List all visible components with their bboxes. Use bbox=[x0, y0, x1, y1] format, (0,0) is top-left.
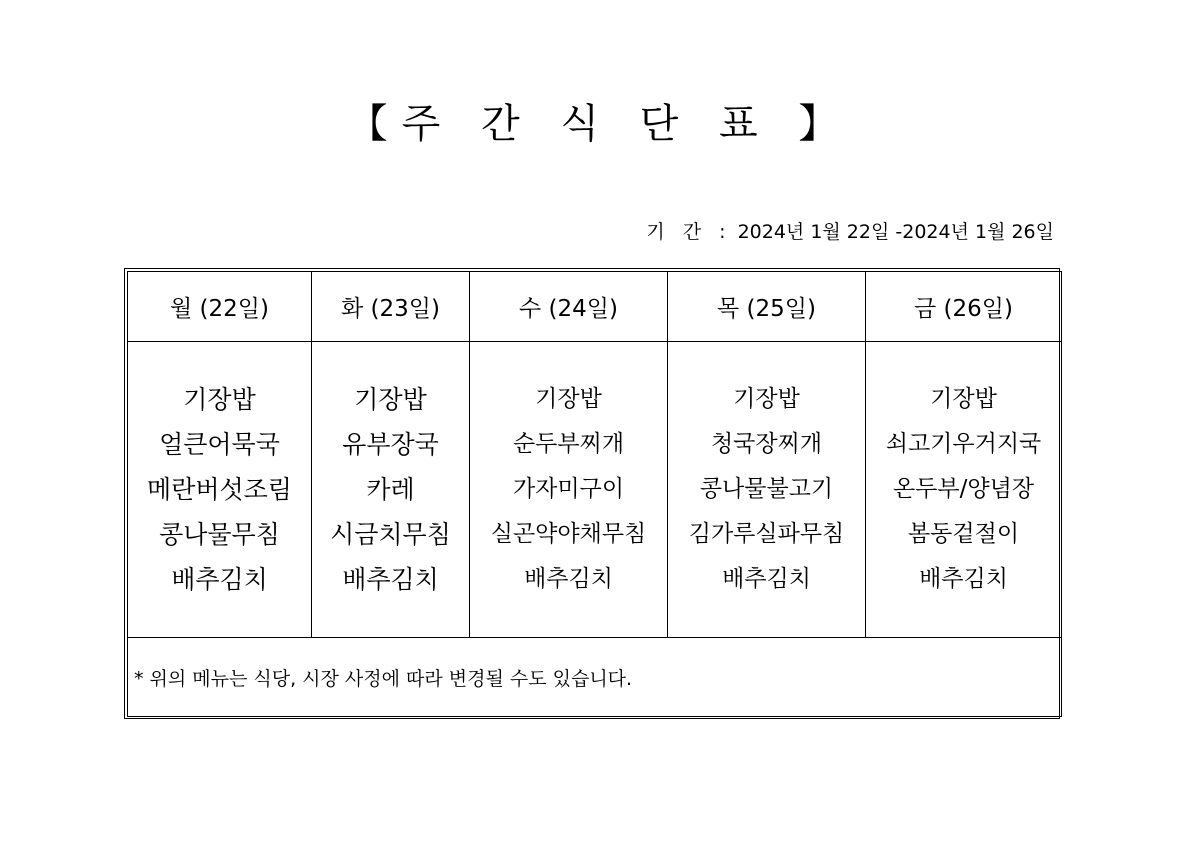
dish: 배추김치 bbox=[919, 566, 1008, 592]
dish: 기장밥 bbox=[930, 386, 997, 412]
menu-change-note: * 위의 메뉴는 식당, 시장 사정에 따라 변경될 수도 있습니다. bbox=[128, 638, 1062, 717]
dish: 얼큰어묵국 bbox=[159, 430, 280, 459]
note-row bbox=[128, 638, 1062, 717]
day-header-mon: 월 (22일) bbox=[128, 272, 312, 342]
dish: 기장밥 bbox=[354, 385, 427, 414]
dish: 순두부찌개 bbox=[512, 431, 625, 457]
dish: 청국장찌개 bbox=[710, 431, 823, 457]
menu-cell-fri bbox=[866, 342, 1062, 638]
period-line bbox=[646, 219, 1054, 245]
dish: 실곤약야채무침 bbox=[490, 521, 647, 547]
dish: 기장밥 bbox=[535, 386, 602, 412]
menu-cell-wed bbox=[470, 342, 668, 638]
dish: 카레 bbox=[366, 475, 415, 504]
menu-cell-thu bbox=[668, 342, 866, 638]
dish: 기장밥 bbox=[733, 386, 800, 412]
period-range: 2024년 1월 22일 -2024년 1월 26일 bbox=[737, 221, 1054, 243]
dish: 배추김치 bbox=[342, 565, 439, 594]
day-header-wed: 수 (24일) bbox=[470, 272, 668, 342]
dish: 배추김치 bbox=[722, 566, 811, 592]
weekly-menu-frame bbox=[124, 268, 1060, 719]
page-title: 【주 간 식 단 표 】 bbox=[347, 101, 853, 147]
dish: 유부장국 bbox=[342, 430, 439, 459]
dish: 배추김치 bbox=[171, 565, 268, 594]
header-row bbox=[128, 272, 1062, 342]
period-label: 기 간 : bbox=[646, 221, 732, 243]
dish: 콩나물불고기 bbox=[699, 476, 834, 502]
dish: 가자미구이 bbox=[512, 476, 625, 502]
menu-row bbox=[128, 342, 1062, 638]
day-header-tue: 화 (23일) bbox=[312, 272, 470, 342]
weekly-menu-table bbox=[127, 271, 1062, 717]
day-header-thu: 목 (25일) bbox=[668, 272, 866, 342]
dish: 온두부/양념장 bbox=[892, 476, 1035, 502]
dish: 메란버섯조림 bbox=[147, 475, 292, 504]
dish: 기장밥 bbox=[183, 385, 256, 414]
dish: 콩나물무침 bbox=[159, 520, 280, 549]
dish: 쇠고기우거지국 bbox=[885, 431, 1042, 457]
dish: 김가루실파무침 bbox=[688, 521, 845, 547]
dish: 배추김치 bbox=[524, 566, 613, 592]
dish: 시금치무침 bbox=[330, 520, 451, 549]
day-header-fri: 금 (26일) bbox=[866, 272, 1062, 342]
menu-cell-tue bbox=[312, 342, 470, 638]
menu-cell-mon bbox=[128, 342, 312, 638]
dish: 봄동겉절이 bbox=[907, 521, 1020, 547]
